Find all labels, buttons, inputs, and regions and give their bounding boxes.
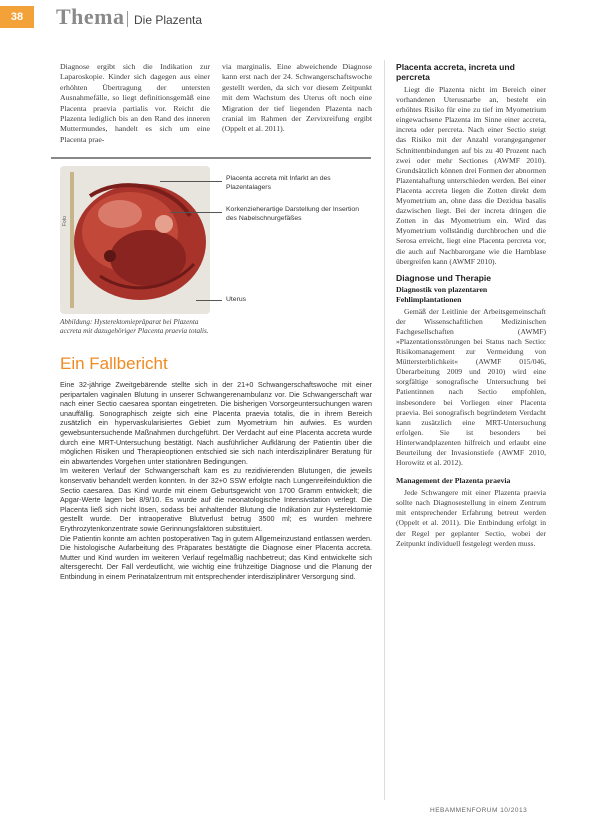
specimen-image <box>60 166 210 314</box>
heading-diagnose: Diagnose und Therapie <box>396 272 492 283</box>
annotation-line-2 <box>170 212 222 213</box>
right-column <box>396 62 546 550</box>
management-text <box>396 488 546 549</box>
case-paragraph: Eine 32-jährige Zweitgebärende stellte sich in der 21+0 Schwangerschaftswoche mit einer peripartalen vaginalen Blutung in unserer Schwangerenambulanz vor. Die Schwangerschaft war nach einer Sectio caesarea spontan eingetreten. Die bisherigen Vorsorgeuntersuchungen waren unauffällig. Sonographisch zeigte sich eine Placenta praevia totalis, die in ihrem Bereich zusätzlich ein hypervaskularisiertes Gebiet zum Myometrium hin aufwies. Es wurden gewebsuntersuchende Maßnahmen durchgeführt. Der Verdacht auf eine Placenta accreta wurde durch eine MRT-Untersuchung bestätigt. Nach ausführlicher Aufklärung der Patientin über die möglichen Risiken und Therapieoptionen entschied sie sich nach interdisziplinärer Beratung für ein abwartendes Vorgehen unter stationären Bedingungen. <box>60 380 372 466</box>
subheading-diagnostik: Diagnostik von plazentaren Fehlimplantationen <box>396 284 488 304</box>
annotation-2: Korkenzieherartige Darstellung der Insertion des Nabelschnurgefäßes <box>226 206 359 222</box>
heading-management: Management der Plazenta praevia <box>396 476 511 486</box>
figure-caption: Abbildung: Hysterektomiepräparat bei Plazenta accreta mit dazugehöriger Placenta praevia totalis. <box>60 318 209 335</box>
case-paragraph: Im weiteren Verlauf der Schwangerschaft kam es zu rezidivierenden Blutungen, die jeweils konservativ behandelt werden konnten. In der 32+0 SSW erfolgte nach Lungenreifeinduktion die Sectio caesarea. Das Kind wurde mit einem Geburtsgewicht von 1700 Gramm entwickelt; die Apgar-Werte lagen bei 8/9/10. Es wurde auf die neonatologische Intensivstation verlegt. Die Placenta ließ sich nicht lösen, sodass bei anhaltender Blutung die Indikation zur Hysterektomie gestellt wurde. Der intraoperative Blutverlust betrug 3500 ml; es wurden mehrere Erythrozytenkonzentrate sowie Gerinnungsfaktoren substituiert. <box>60 466 372 533</box>
intro-col-1 <box>60 62 210 146</box>
header-divider <box>127 11 128 27</box>
case-text <box>60 380 372 581</box>
diagnostik-paragraph: Gemäß der Leitlinie der Arbeitsgemeinschaft der Wissenschaftlichen Medizinischen Fachgesellschaften (AWMF) »Plazentationsstörungen bei Status nach Sectio: Risikomanagement zur Vermeidung von Müttersterblichkeit« (AWMF 015/046, Überarbeitung 2009 und 2010) wird eine sorgfältige sonografische Untersuchung bei Patientinnen nach Sectio empfohlen, insbesondere bei Vorliegen einer Placenta praevia. Bei sonografisch begründetem Verdacht kann zusätzlich eine MRT-Untersuchung erfolgen. Sie ist besonders bei Hinterwandplazenten hilfreich und erlaubt eine Beurteilung der Invasionstiefe (AWMF 2010, Horowitz et al. 2012). <box>396 306 546 468</box>
photo-label: Foto <box>62 215 68 226</box>
footer-text: HEBAMMENFORUM 10/2013 <box>430 807 528 814</box>
specimen-photo <box>60 166 210 314</box>
management-paragraph: Jede Schwangere mit einer Plazenta praevia sollte nach Diagnosestellung in einem Zentrum mit entsprechender Erfahrung betreut werden (Oppelt et al. 2011). Die Entbindung erfolgt in der Regel per geplanter Sectio, wobei der Zeitpunkt individuell festgelegt werden muss. <box>396 488 546 548</box>
column-divider <box>384 60 385 800</box>
intro-text-2: via marginalis. Eine abweichende Diagnose kann erst nach der 24. Schwangerschaftswoche gestellt werden, da sich vor diesem Zeitpunkt mit dem Wachstum des Uterus oft noch eine Migration der tief liegenden Plazenta nach cranial im Rahmen der Zervixreifung ergibt (Oppelt et al. 2011). <box>222 62 372 134</box>
intro-col-2 <box>222 62 372 136</box>
accreta-paragraph: Liegt die Plazenta nicht im Bereich einer vorhandenen Uterusnarbe an, besteht ein erhöhtes Risiko für eine zu tief im Myometrium eingewachsene Plazenta im Sinne einer accreta, increta oder percreta. Nach einer Sectio steigt das Risiko mit der Anzahl vorangegangener Schnittentbindungen auf bis zu 40 Prozent nach zwei oder mehr Sectiones (AWMF 2010). Grundsätzlich können drei Formen der abnormen Plazentahaftung unterschieden werden. Bei einer Placenta accreta liegen die Zotten direkt dem Myometrium an, ohne dass die Dezidua basalis dazwischen liegt. Bei der increta dringen die Zotten in das Myometrium ein. Wird das Myometrium vollständig durchbrochen und die Serosa erreicht, liegt eine Placenta percreta vor, die auch auf Nachbarorgane wie die Harnblase übergreifen kann (AWMF 2010). <box>396 85 546 266</box>
annotation-1: Placenta accreta mit Infarkt an des Plazentalagers <box>226 175 331 191</box>
diagnostik-text <box>396 307 546 469</box>
annotation-3: Uterus <box>226 296 247 303</box>
annotation-line-3 <box>196 300 222 301</box>
case-paragraph: Die Patientin konnte am achten postoperativen Tag in gutem Allgemeinzustand entlassen werden. Die histologische Aufarbeitung des Präparates bestätigte die Diagnose einer Placenta accreta. Mutter und Kind wurden im weiteren Verlauf regelmäßig nachbetreut; das Kind entwickelte sich altersgerecht. Der Fall verdeutlicht, wie wichtig eine frühzeitige Diagnose und die Planung der Entbindung in einem Perinatalzentrum mit entsprechender interdisziplinärer Versorgung sind. <box>60 533 372 581</box>
section-title: Thema <box>56 4 125 29</box>
subsection-title: Die Plazenta <box>134 13 203 27</box>
page-number: 38 <box>0 6 34 28</box>
case-title: Ein Fallbericht <box>60 354 168 373</box>
intro-text-1: Diagnose ergibt sich die Indikation zur Laparoskopie. Kinder sich dagegen aus einer erhöhten Übertragung der untersten Ausnahmefälle, so liegt definitionsgemäß eine Placenta praevia partialis vor. Reicht die Plazenta lediglich bis an den Rand des inneren Muttermundes, handelt es sich um eine Placenta prae- <box>60 62 210 144</box>
accreta-text <box>396 85 546 267</box>
heading-accreta: Placenta accreta, increta und percreta <box>396 62 515 82</box>
annotation-line-1 <box>160 181 222 182</box>
